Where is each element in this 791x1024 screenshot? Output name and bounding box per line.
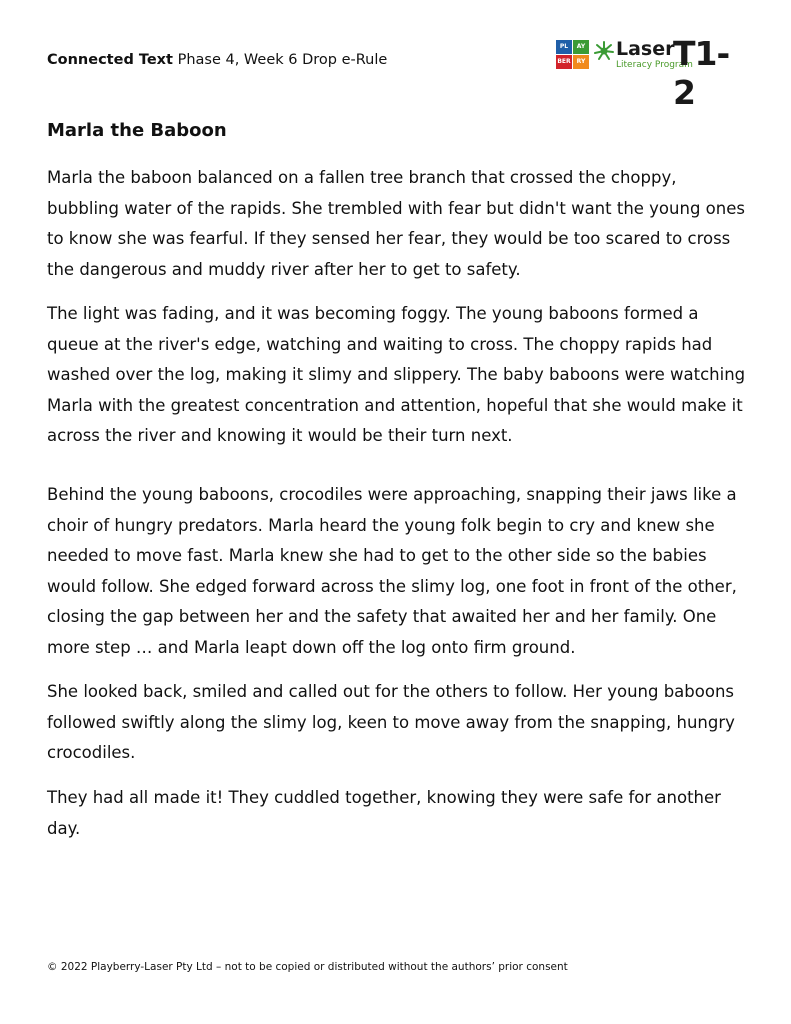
logo-block-pl: PL: [556, 40, 572, 54]
playberry-laser-logo: [556, 34, 746, 112]
story-paragraph: They had all made it! They cuddled together, knowing they were safe for another day.: [47, 788, 721, 838]
story-paragraph: Behind the young baboons, crocodiles were approaching, snapping their jaws like a choir of hungry predators. Marla heard the young folk begin to cry and knew she needed to move fast. Marla knew she had to get to the other side so the babies would follow. She edged forward across the slimy log, one foot in front of the other, closing the gap between her and the safety that awaited her and her family. One more step … and Marla leapt down off the log onto firm ground.: [47, 485, 737, 657]
story-title: Marla the Baboon: [47, 120, 227, 141]
copyright-footer: © 2022 Playberry-Laser Pty Ltd – not to be copied or distributed without the authors’ prior consent: [47, 961, 568, 973]
lesson-subtitle: Phase 4, Week 6 Drop e-Rule: [177, 52, 388, 68]
logo-block-ber: BER: [556, 55, 572, 69]
series-label: Connected Text: [47, 52, 173, 68]
logo-block-ay: AY: [573, 40, 589, 54]
story-paragraph: Marla the baboon balanced on a fallen tree branch that crossed the choppy, bubbling water of the rapids. She trembled with fear but didn't want the young ones to know she was fearful. If they sensed her fear, they would be too scared to cross the dangerous and muddy river after her to get to safety.: [47, 168, 745, 279]
story-paragraph: She looked back, smiled and called out for the others to follow. Her young baboons followed swiftly along the slimy log, keen to move away from the snapping, hungry crocodiles.: [47, 682, 735, 762]
logo-block-ry: RY: [573, 55, 589, 69]
page-header: [47, 52, 387, 68]
story-paragraph: The light was fading, and it was becoming foggy. The young baboons formed a queue at the river's edge, watching and waiting to cross. The choppy rapids had washed over the log, making it slimy and slippery. The baby baboons were watching Marla with the greatest concentration and attention, hopeful that she would make it across the river and knowing it would be their turn next.: [47, 304, 746, 445]
logo-grade: T1-2: [673, 34, 730, 112]
laser-splash-icon: [593, 40, 615, 62]
logo-tagline: Literacy Program: [616, 60, 693, 70]
playberry-blocks-icon: [556, 40, 590, 70]
logo-name: Laser: [616, 38, 675, 60]
